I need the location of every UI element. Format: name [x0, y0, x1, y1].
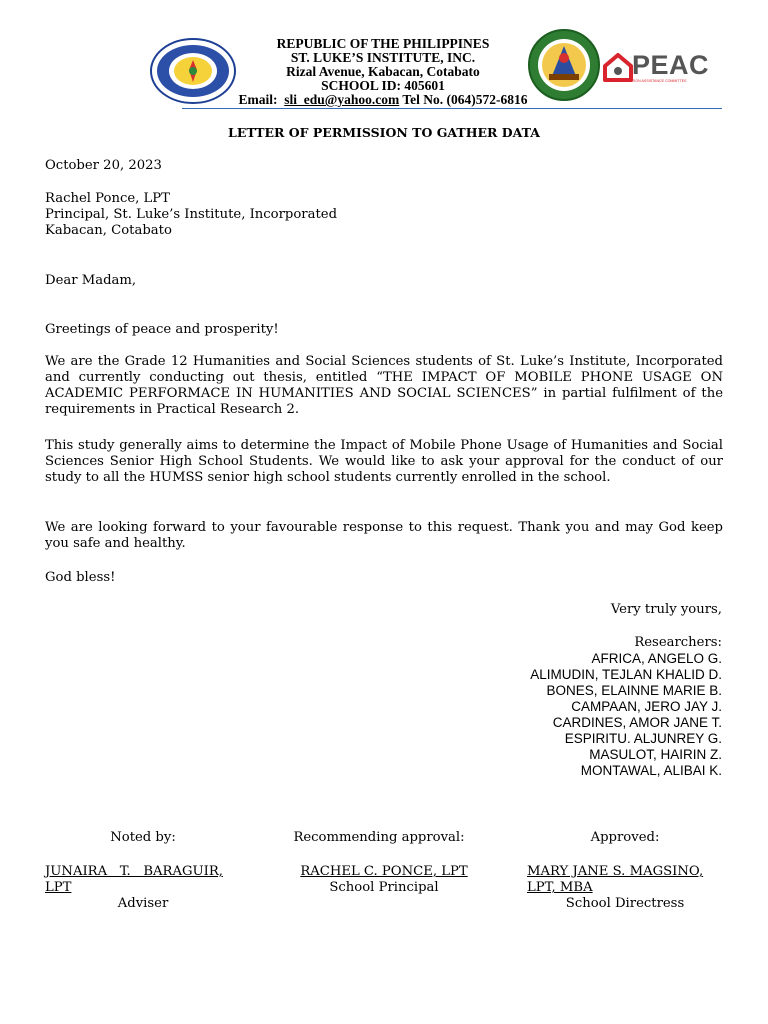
paragraph-request: We are looking forward to your favourable response to this request. Thank you and may God keep you safe and healthy.	[45, 520, 723, 551]
researcher-name: ALIMUDIN, TEJLAN KHALID D.	[530, 667, 722, 682]
header-republic: REPUBLIC OF THE PHILIPPINES	[276, 36, 490, 51]
email-label: Email:	[238, 92, 278, 107]
peac-logo	[602, 50, 732, 86]
header-school-name: ST. LUKE’S INSTITUTE, INC.	[290, 50, 476, 65]
principal-role: School Principal	[329, 880, 439, 895]
recipient-position: Principal, St. Luke’s Institute, Incorporated	[45, 207, 338, 222]
principal-name: RACHEL C. PONCE, LPT	[300, 864, 468, 879]
paragraph-purpose: This study generally aims to determine the Impact of Mobile Phone Usage of Humanities and Social Sciences Senior High School Students. We would like to ask your approval for the conduct of our study to all the HUMSS senior high school students currently enrolled in the school.	[45, 438, 723, 485]
recipient-address: Kabacan, Cotabato	[45, 223, 172, 238]
recipient-name: Rachel Ponce, LPT	[45, 191, 170, 206]
noted-by-label: Noted by:	[110, 830, 176, 845]
deped-seal-logo	[527, 28, 601, 102]
researcher-name: ESPIRITU. ALJUNREY G.	[564, 731, 722, 746]
closing: Very truly yours,	[610, 602, 722, 617]
adviser-signatory	[45, 864, 241, 912]
paragraph-intro: We are the Grade 12 Humanities and Social Sciences students of St. Luke’s Institute, Incorporated and currently conducting out thesis, entitled “THE IMPACT OF MOBILE PHONE USAGE ON ACADEMIC PERFORMACE IN HUMANITIES AND SOCIAL SCIENCES” in partial fulfilment of the requirements in Practical Research 2.	[45, 354, 723, 417]
directress-role: School Directress	[565, 896, 685, 911]
letter-date: October 20, 2023	[45, 158, 162, 173]
recommending-label: Recommending approval:	[293, 830, 465, 845]
researcher-name: CARDINES, AMOR JANE T.	[552, 715, 722, 730]
principal-signatory	[270, 864, 498, 896]
adviser-name: JUNAIRA T. BARAGUIR,	[45, 864, 223, 879]
email-link[interactable]: sli_edu@yahoo.com	[284, 92, 400, 107]
greeting: Greetings of peace and prosperity!	[45, 322, 279, 337]
directress-signatory	[527, 864, 723, 912]
header-school-id: SCHOOL ID: 405601	[321, 78, 445, 93]
header-address: Rizal Avenue, Kabacan, Cotabato	[286, 64, 480, 79]
recipient-block	[45, 191, 337, 239]
tel-number: Tel No. (064)572-6816	[402, 92, 528, 107]
approved-label: Approved:	[590, 830, 660, 845]
researcher-name: MASULOT, HAIRIN Z.	[589, 747, 722, 762]
researcher-name: MONTAWAL, ALIBAI K.	[580, 763, 722, 778]
researchers-list	[530, 651, 722, 779]
researcher-name: BONES, ELAINNE MARIE B.	[546, 683, 722, 698]
adviser-role: Adviser	[117, 896, 169, 911]
researchers-label: Researchers:	[634, 635, 722, 650]
peac-tagline: PRIVATE EDUCATION ASSISTANCE COMMITTEE	[604, 79, 687, 83]
letter-title: LETTER OF PERMISSION TO GATHER DATA	[228, 125, 540, 140]
peac-wordmark: PEAC	[632, 50, 710, 80]
directress-name: MARY JANE S. MAGSINO,	[527, 864, 704, 879]
salutation: Dear Madam,	[45, 273, 137, 288]
blessing: God bless!	[45, 570, 116, 585]
adviser-credential: LPT	[45, 880, 72, 895]
directress-credential: LPT, MBA	[527, 880, 593, 895]
header-divider	[182, 108, 722, 109]
researcher-name: AFRICA, ANGELO G.	[591, 651, 722, 666]
researcher-name: CAMPAAN, JERO JAY J.	[571, 699, 722, 714]
